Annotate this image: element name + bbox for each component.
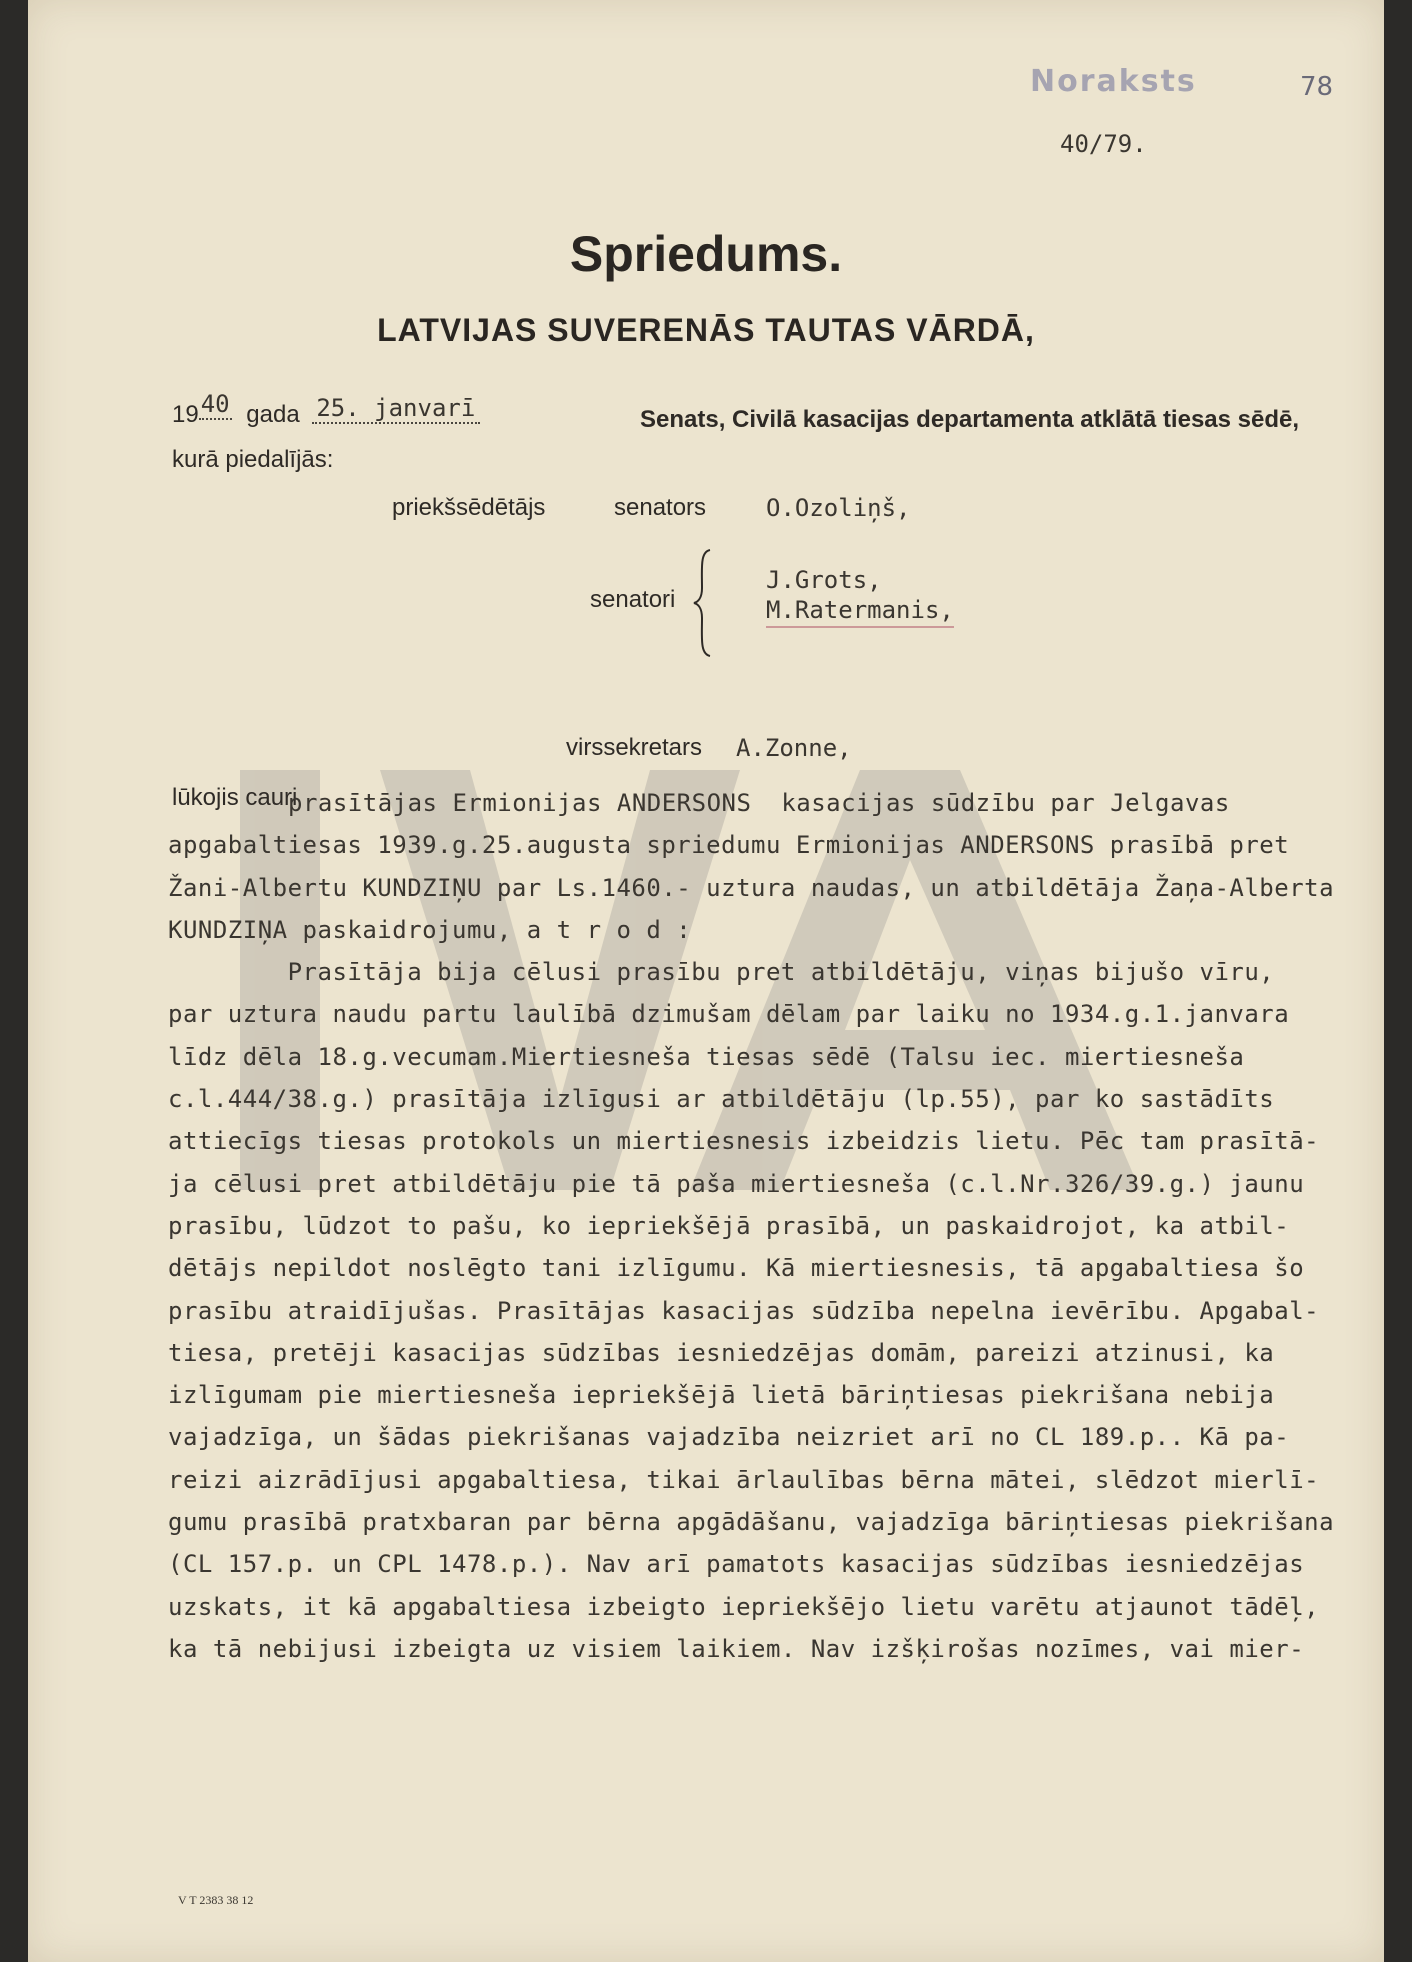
body-line: prasītājas Ermionijas ANDERSONS kasacijas sūdzību par Jelgavas	[288, 789, 1230, 817]
chair-role: senators	[614, 494, 707, 521]
body-line: Žani-Albertu KUNDZIŅU par Ls.1460.- uztura naudas, un atbildētāja Žaņa-Alberta	[168, 873, 1335, 902]
body-line: c.l.444/38.g.) prasītāja izlīgusi ar atbildētāju (lp.55), par ko sastādīts	[168, 1085, 1275, 1114]
body-line: ja cēlusi pret atbildētāju pie tā paša miertiesneša (c.l.Nr.326/39.g.) jaunu	[168, 1169, 1305, 1198]
body-line: prasību, lūdzot to pašu, ko iepriekšējā prasībā, un paskaidrojot, ka atbil-	[168, 1211, 1290, 1240]
body-line: par uztura naudu partu laulībā dzimušam dēlam par laiku no 1934.g.1.janvara	[168, 1000, 1290, 1029]
senator-1: J.Grots,	[766, 566, 882, 594]
document-title: Spriedums.	[569, 226, 843, 282]
date-line	[172, 390, 480, 430]
body-line: līdz dēla 18.g.vecumam.Miertiesneša tiesas sēdē (Talsu iec. miertiesneša	[168, 1042, 1245, 1071]
gada-label: gada	[246, 401, 300, 428]
judgment-body	[168, 782, 1358, 1670]
form-code: V T 2383 38 12	[178, 1893, 254, 1907]
chair-name: O.Ozoliņš,	[766, 494, 911, 522]
body-line: (CL 157.p. un CPL 1478.p.). Nav arī pamatots kasacijas sūdzības iesniedzējas	[168, 1550, 1305, 1579]
year-suffix: 40	[200, 390, 230, 418]
body-line: ka tā nebijusi izbeigta uz visiem laikiem. Nav izšķirošas nozīmes, vai mier-	[168, 1634, 1305, 1663]
court-line: Senats, Civilā kasacijas departamenta atklātā tiesas sēdē,	[640, 406, 1300, 433]
body-line: KUNDZIŅA paskaidrojumu, a t r o d :	[168, 915, 692, 944]
body-line: dētājs nepildot noslēgto tani izlīgumu. Kā miertiesnesis, tā apgabaltiesa šo	[168, 1254, 1305, 1283]
senator-2: M.Ratermanis,	[766, 596, 954, 628]
body-line: tiesa, pretēji kasacijas sūdzības iesniedzējas domām, pareizi atzinusi, ka	[168, 1338, 1275, 1367]
secretary-name: A.Zonne,	[736, 734, 852, 762]
body-line: izlīgumam pie miertiesneša iepriekšējā lietā bāriņtiesas piekrišana nebija	[168, 1381, 1275, 1410]
document-subtitle: LATVIJAS SUVERENĀS TAUTAS VĀRDĀ,	[377, 312, 1035, 348]
chair-label: priekšsēdētājs	[392, 494, 546, 521]
intro-label: lūkojis cauri	[172, 784, 298, 811]
body-line: vajadzīga, un šādas piekrišanas vajadzība neizriet arī no CL 189.p.. Kā pa-	[168, 1423, 1290, 1452]
folio-number: 78	[1300, 72, 1334, 102]
copy-stamp: Noraksts	[1030, 64, 1197, 99]
body-line: uzskats, it kā apgabaltiesa izbeigto iepriekšējo lietu varētu atjaunot tādēļ,	[168, 1592, 1320, 1621]
body-line: attiecīgs tiesas protokols un miertiesnesis izbeidzis lietu. Pēc tam prasītā-	[168, 1127, 1320, 1156]
year-prefix: 19	[172, 401, 199, 428]
body-line: Prasītāja bija cēlusi prasību pret atbildētāju, viņas bijušo vīru,	[168, 958, 1275, 987]
body-line: reizi aizrādījusi apgabaltiesa, tikai ārlaulības bērna mātei, slēdzot mierlī-	[168, 1465, 1320, 1494]
day-month: 25. janvarī	[312, 394, 480, 424]
body-line: apgabaltiesas 1939.g.25.augusta spriedumu Ermionijas ANDERSONS prasībā pret	[168, 831, 1290, 860]
body-line: gumu prasībā pratxbaran par bērna apgādāšanu, vajadzīga bāriņtiesas piekrišana	[168, 1508, 1335, 1537]
attendees-label: kurā piedalījās:	[172, 446, 334, 473]
body-line: prasību atraidījušas. Prasītājas kasacijas sūdzība nepelna ievērību. Apgabal-	[168, 1296, 1320, 1325]
secretary-label: virssekretars	[566, 734, 703, 761]
brace-icon	[692, 548, 716, 658]
case-number: 40/79.	[1060, 130, 1147, 158]
senators-label: senatori	[590, 586, 676, 613]
